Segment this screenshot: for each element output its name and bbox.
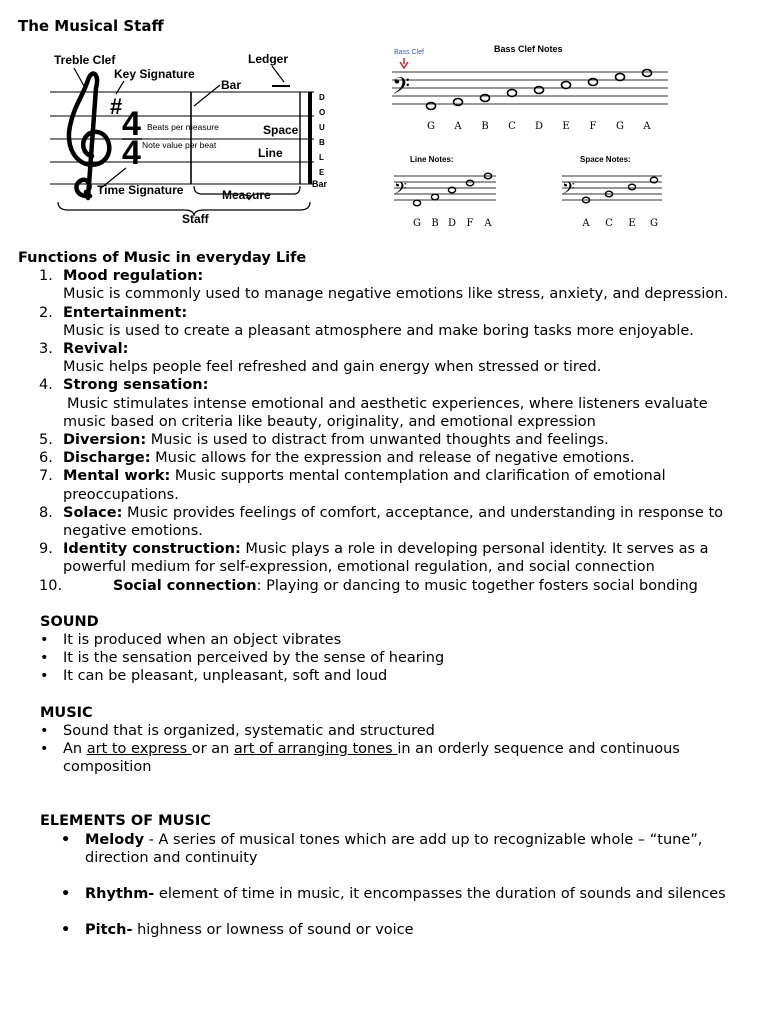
- elements-heading: ELEMENTS OF MUSIC: [40, 813, 211, 830]
- note-letter: D: [534, 121, 544, 132]
- line-notes-title: Line Notes:: [410, 155, 454, 164]
- double-bar-letter: B: [319, 138, 325, 147]
- double-bar-letters: [319, 93, 325, 177]
- bar-label: Bar: [221, 78, 242, 92]
- list-item-title: Entertainment:: [63, 304, 188, 321]
- list-item-title: Mental work:: [63, 468, 171, 485]
- list-item-title: Strong sensation:: [63, 377, 209, 394]
- note-head: [508, 90, 517, 97]
- note-letter: B: [481, 121, 489, 132]
- note-head: [628, 184, 635, 190]
- bass-clef-icon: 𝄢: [392, 72, 411, 105]
- space-label: Space: [263, 123, 299, 137]
- list-item: [18, 540, 753, 576]
- double-bar-letter: L: [319, 153, 324, 162]
- bass-clef-icon-small: 𝄢: [394, 178, 407, 202]
- note-letter: E: [562, 121, 570, 132]
- line-note-letter: A: [484, 218, 492, 229]
- bass-clef-red-label: Bass Clef: [394, 49, 424, 56]
- list-item-title: Solace:: [63, 504, 123, 521]
- list-item: • An art to express or an art of arranging tones in an orderly sequence and continuous composition: [40, 741, 680, 776]
- double-bar-letter: E: [319, 168, 325, 177]
- list-item: • It is the sensation perceived by the sense of hearing: [40, 650, 445, 667]
- note-letter: A: [454, 121, 462, 132]
- beats-per-measure-label: Beats per measure: [147, 122, 219, 132]
- list-item: • It can be pleasant, unpleasant, soft and loud: [40, 668, 388, 685]
- ledger-label: Ledger: [248, 52, 289, 66]
- underlined-phrase: art to express: [86, 741, 192, 758]
- list-item-text: Music is used to create a pleasant atmosphere and make boring tasks more enjoyable.: [63, 322, 694, 339]
- note-head: [562, 82, 571, 89]
- list-number: 9.: [39, 541, 53, 558]
- space-note-letter: C: [605, 218, 613, 229]
- list-item-text: Music stimulates intense emotional and aesthetic experiences, where listeners evaluate music based on criteria like beauty, originality, and emotional expression: [63, 395, 708, 430]
- double-bar-letter: O: [319, 108, 326, 117]
- list-item: [18, 376, 753, 431]
- list-item: [18, 431, 753, 449]
- list-number: 10.: [39, 577, 63, 594]
- page-title: The Musical Staff: [18, 17, 164, 35]
- list-item: • Sound that is organized, systematic and structured: [40, 722, 435, 739]
- list-item-text: : Playing or dancing to music together fosters social bonding: [256, 577, 698, 594]
- list-item: [18, 340, 753, 376]
- functions-heading: Functions of Music in everyday Life: [18, 250, 307, 266]
- list-item-title: Social connection: [113, 577, 257, 594]
- sharp-symbol: #: [110, 94, 123, 119]
- list-item-title: Diversion:: [63, 432, 147, 449]
- line-note-letter: D: [447, 218, 457, 229]
- list-number: 8.: [39, 504, 53, 521]
- note-letter: A: [643, 121, 651, 132]
- list-item-text: Music supports mental contemplation and clarification of emotional preoccupations.: [63, 468, 666, 503]
- list-item: • Rhythm- element of time in music, it encompasses the duration of sounds and silences: [61, 886, 726, 903]
- underlined-phrase: art of arranging tones: [233, 741, 398, 758]
- note-letter: G: [616, 121, 624, 132]
- list-number: 3.: [39, 341, 53, 358]
- list-item: [18, 467, 753, 503]
- list-number: 2.: [39, 304, 53, 321]
- list-item-text: Music is commonly used to manage negative emotions like stress, anxiety, and depression.: [63, 286, 729, 303]
- measure-label: Measure: [222, 188, 271, 202]
- list-number: 1.: [39, 268, 53, 285]
- document-body: [18, 249, 753, 940]
- note-head: [431, 194, 438, 200]
- sound-heading: SOUND: [40, 613, 99, 630]
- functions-list: [18, 267, 753, 595]
- time-signature-bottom: 4: [122, 134, 141, 172]
- space-notes-title: Space Notes:: [580, 155, 631, 164]
- note-letter: F: [589, 121, 597, 132]
- list-item: [18, 449, 753, 467]
- line-note-letter: B: [431, 218, 439, 229]
- list-item: • Melody - A series of musical tones which are add up to recognizable whole – “tune”, direction and continuity: [61, 831, 703, 866]
- note-head: [616, 74, 625, 81]
- list-item-text: Music helps people feel refreshed and gain energy when stressed or tired.: [63, 359, 602, 376]
- note-letter: G: [427, 121, 435, 132]
- list-item-title: Discharge:: [63, 450, 151, 467]
- space-note-letter: G: [650, 218, 658, 229]
- list-number: 4.: [39, 377, 53, 394]
- treble-clef-label: Treble Clef: [54, 53, 116, 67]
- note-head: [643, 70, 652, 77]
- list-item-text: Music provides feelings of comfort, acceptance, and understanding in response to negative emotions.: [63, 504, 724, 540]
- line-note-letter: G: [413, 218, 421, 229]
- music-heading: MUSIC: [40, 704, 93, 721]
- bass-notes-title: Bass Clef Notes: [494, 44, 563, 54]
- time-signature-label: Time Signature: [97, 183, 184, 197]
- list-number: 7.: [39, 468, 53, 485]
- line-note-letter: F: [466, 218, 474, 229]
- line-label: Line: [258, 146, 283, 160]
- bass-clef-notes-diagram: [388, 40, 678, 236]
- list-number: 5.: [39, 432, 53, 449]
- time-signature-top: 4: [122, 105, 141, 143]
- list-number: 6.: [39, 450, 53, 467]
- list-item-title: Mood regulation:: [63, 268, 204, 285]
- double-bar-letter: D: [319, 93, 325, 102]
- double-bar-word: Bar: [312, 179, 328, 189]
- space-note-letter: A: [582, 218, 590, 229]
- list-item-title: Revival:: [63, 341, 129, 358]
- bass-clef-icon-small: 𝄢: [562, 178, 575, 202]
- list-item: [18, 577, 753, 595]
- double-bar-letter: U: [319, 123, 325, 132]
- key-signature-label: Key Signature: [114, 67, 195, 81]
- list-item-text: Music allows for the expression and release of negative emotions.: [155, 450, 635, 467]
- space-note-letter: E: [628, 218, 636, 229]
- list-item-title: Identity construction:: [63, 541, 241, 558]
- list-item: [18, 304, 753, 340]
- list-item: • Pitch- highness or lowness of sound or voice: [61, 922, 414, 939]
- list-item: [18, 267, 753, 303]
- list-item: • It is produced when an object vibrates: [40, 632, 342, 649]
- list-item: [18, 504, 753, 540]
- musical-staff-diagram: [44, 44, 336, 230]
- list-item-text: Music is used to distract from unwanted thoughts and feelings.: [150, 432, 609, 449]
- note-letter: C: [508, 121, 516, 132]
- note-head: [413, 200, 420, 206]
- note-value-label: Note value per beat: [142, 140, 217, 150]
- note-head: [466, 180, 473, 186]
- list-item-text: Music plays a role in developing personal identity. It serves as a powerful medium for self-expression, emotional regulation, and social connection: [63, 541, 709, 576]
- staff-label: Staff: [182, 212, 209, 226]
